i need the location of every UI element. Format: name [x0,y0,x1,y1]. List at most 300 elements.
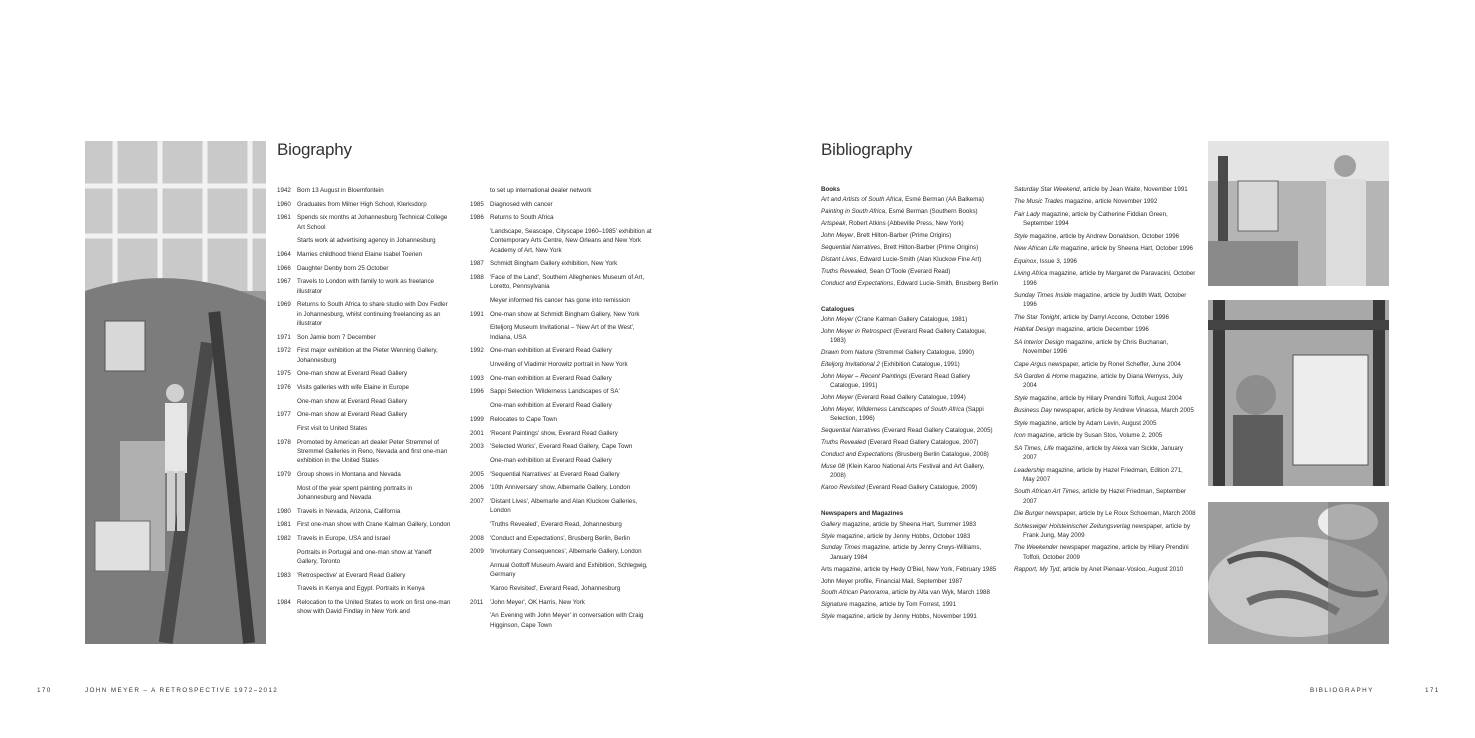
bibliography-entry [1014,466,1196,485]
biography-entry [277,300,452,328]
bibliography-entry [1014,522,1196,541]
biography-text: Travels in Nevada, Arizona, California [297,507,401,515]
biography-text: Starts work at advertising agency in Johannesburg [297,237,436,245]
biography-year: 1966 [277,264,291,272]
bibliography-entry [1014,269,1196,288]
bibliography-entry-title: Equinox [1014,257,1037,265]
biography-entry [277,250,452,259]
bibliography-entry-title: Schleswiger Holsteinischer Zeitungsverlag [1014,522,1131,530]
biography-entry [277,383,452,392]
bibliography-entry [1014,543,1196,562]
biography-text: 'Truths Revealed', Everard Read, Johannesburg [490,520,622,528]
bibliography-entry-detail: magazine, article by Andrew Donaldson, October 1996 [1027,232,1180,240]
bibliography-entry [1014,431,1196,440]
biography-year: 1999 [470,415,484,423]
page-number-left: 170 [37,687,52,694]
biography-text: Spends six months at Johannesburg Technical College Art School [297,214,448,231]
bibliography-entry-detail: magazine, article by Jenny Crwys-Williams, January 1984 [830,544,982,561]
bibliography-entry-detail: (Everard Read Gallery Catalogue, 2009) [864,484,978,492]
bibliography-entry-detail: (Exhibition Catalogue, 1991) [879,361,960,369]
artist-painting-photo [1208,300,1389,486]
bibliography-entry-title: The Weekender [1014,544,1058,552]
bibliography-entry-detail: magazine, article by Diana Wemyss, July 2004 [1023,373,1183,390]
biography-entry [470,534,655,543]
biography-text: Group shows in Montana and Nevada [297,471,401,479]
bibliography-entry-detail: magazine, article by Catherine Fiddian Green, September 1994 [1023,210,1168,228]
biography-year [277,548,297,567]
biography-entry [277,346,452,365]
biography-year: 1969 [277,301,291,309]
biography-text: 'Retrospective' at Everard Read Gallery [297,571,406,579]
biography-entry [470,310,655,319]
bibliography-entry-title: Muse 08 [821,462,845,470]
bibliography-entry-detail: , article by Anet Pienaar-Vosloo, August 2010 [1059,566,1184,574]
biography-year: 2006 [470,484,484,492]
biography-text: Graduates from Milner High School, Klerksdorp [297,200,427,208]
biography-entry [470,200,655,209]
biography-entry [277,571,452,580]
bibliography-group-heading: Books [821,186,840,193]
biography-text: '10th Anniversary' show, Albemarle Gallery, London [490,484,631,492]
bibliography-entry-title: Truths Revealed [821,267,866,275]
biography-text: Sappi Selection 'Wilderness Landscapes of SA' [490,388,620,396]
bibliography-group [821,509,1001,621]
biography-year [277,397,297,406]
biography-text: One-man show at Everard Read Gallery [297,411,408,419]
bibliography-entry-detail: John Meyer profile, Financial Mail, September 1987 [821,577,963,585]
biography-entry [277,369,452,378]
bibliography-entry-detail: (Everard Read Gallery Catalogue, 1983) [830,328,987,345]
bibliography-entry [821,543,1001,562]
bibliography-entry-detail: (Sappi Selection, 1996) [830,406,984,423]
biography-entry [470,442,655,451]
bibliography-entry-title: Style [1014,232,1028,240]
bibliography-entry [821,327,1001,346]
biography-year: 1996 [470,388,484,396]
biography-text: First major exhibition at the Pieter Wenning Gallery, Johannesburg [297,347,438,364]
bibliography-entry-detail: magazine, article November 1992 [1063,198,1158,206]
bibliography-entry-detail: , article by Darryl Accone, October 1996 [1059,313,1169,321]
biography-text: One-man show at Schmidt Bingham Gallery, New York [490,310,640,318]
bibliography-entry-title: South African Art Times [1014,488,1079,496]
biography-text: 'Conduct and Expectations', Brusberg Berlin, Berlin [490,534,630,542]
biography-entry [470,401,655,410]
bibliography-entry [1014,338,1196,357]
biography-year: 1981 [277,521,291,529]
biography-year: 1972 [277,347,291,355]
bibliography-entry [821,405,1001,424]
biography-year: 1984 [277,599,291,607]
biography-text: to set up international dealer network [490,187,592,194]
biography-year: 2005 [470,470,484,478]
bibliography-entry-title: Conduct and Expectations [821,279,894,287]
biography-year [277,424,297,433]
biography-entry [277,424,452,433]
biography-text: Schmidt Bingham Gallery exhibition, New York [490,260,618,268]
bibliography-title: Bibliography [821,140,913,159]
bibliography-entry-title: John Meyer in Retrospect [821,328,892,336]
bibliography-entry [1014,487,1196,506]
bibliography-entry-title: Style [821,532,835,540]
bibliography-entry-title: Eiteljorg Invitational 2 [821,361,880,369]
biography-text: Marries childhood friend Elaine Isabel Toerien [297,251,423,259]
bibliography-entry-detail: magazine, article by Adam Levin, August 2005 [1027,419,1157,427]
biography-text: 'Karoo Revisited', Everard Read, Johannesburg [490,584,621,592]
biography-title: Biography [277,140,352,159]
bibliography-group-heading: Catalogues [821,305,855,313]
biography-text: One-man show at Everard Read Gallery [297,370,408,378]
bibliography-entry [821,279,1001,288]
biography-text: 'Landscape, Seascape, Cityscape 1960–1985' exhibition at Contemporary Arts Centre, New Orleans and New York Academy of Art, New York [490,228,652,254]
bibliography-entry-detail: magazine, article by Jenny Hobbs, October 1983 [834,532,971,540]
bibliography-entry-title: Art and Artists of South Africa [821,196,902,204]
bibliography-entry [1014,419,1196,428]
biography-entry [277,333,452,342]
biography-entry [277,277,452,296]
biography-column-1 [277,186,452,621]
biography-year: 1991 [470,310,484,318]
biography-entry [277,534,452,543]
biography-entry [277,470,452,479]
bibliography-entry-detail: newspaper, article by Frank Jung, May 2009 [1023,522,1191,539]
biography-text: Returns to South Africa [490,214,554,222]
biography-text: 'An Evening with John Meyer' in conversation with Craig Higginson, Cape Town [490,612,644,629]
biography-entry [470,415,655,424]
bibliography-entry-title: John Meyer [821,394,854,402]
bibliography-entry [821,438,1001,447]
bibliography-group [821,185,1001,288]
biography-entry [470,520,655,529]
biography-year: 1964 [277,251,291,259]
bibliography-entry-title: SA Garden & Home [1014,373,1069,380]
bibliography-entry-detail: magazine, article by Sheena Hart, Summer 1983 [840,520,977,528]
bibliography-entry-title: Artspeak [821,220,846,228]
biography-text: 'Distant Lives', Albemarle and Alan Kluckow Galleries, London [490,497,638,515]
biography-year: 1993 [470,374,484,382]
biography-entry [470,227,655,255]
biography-year: 1987 [470,260,484,268]
bibliography-entry-detail: , Issue 3, 1996 [1036,257,1077,265]
bibliography-entry-detail: , Brett Hilton-Barber (Prime Origins) [880,243,979,251]
biography-entry [277,548,452,567]
bibliography-entry-detail: newspaper, article by Le Roux Schoeman, March 2008 [1043,510,1196,518]
biography-year [470,611,490,630]
artist-portrait-photo [1208,141,1389,286]
biography-year [470,401,490,410]
biography-text: First one-man show with Crane Kalman Gallery, London [297,521,451,529]
running-head-right: BIBLIOGRAPHY [1310,687,1374,694]
biography-entry [470,213,655,222]
biography-text: 'Recent Paintings' show, Everard Read Gallery [490,429,618,437]
bibliography-entry-title: The Music Trades [1014,198,1064,206]
biography-year: 1961 [277,214,291,222]
biography-entry [470,561,655,580]
biography-entry [277,213,452,232]
biography-text: Meyer informed his cancer has gone into remission [490,297,630,305]
biography-entry [277,438,452,466]
biography-year [470,296,490,305]
biography-text: One-man exhibition at Everard Read Gallery [490,402,612,410]
bibliography-entry [1014,291,1196,310]
biography-year: 2003 [470,443,484,451]
bibliography-entry-title: Habitat Design [1014,326,1055,334]
biography-year [470,360,490,369]
bibliography-entry [1014,444,1196,463]
bibliography-entry-detail: (Stremmel Gallery Catalogue, 1990) [873,349,975,357]
bibliography-entry-title: John Meyer – Recent Paintings [821,372,907,380]
biography-year: 1983 [277,571,291,579]
bibliography-entry-detail: magazine, article by Hazel Friedman, Edition 271, May 2007 [1023,466,1183,483]
biography-entry [470,547,655,556]
bibliography-entry-detail: magazine, article by Susan Stos, Volume 2, 2005 [1025,432,1163,440]
biography-year: 1988 [470,274,484,282]
biography-year: 1985 [470,200,484,208]
biography-entry [470,456,655,465]
bibliography-entry-title: John Meyer [821,231,854,239]
bibliography-entry [821,360,1001,369]
bibliography-entry [821,532,1001,541]
bibliography-entry [821,207,1001,216]
biography-year: 1976 [277,384,291,392]
bibliography-entry-title: Style [821,613,835,621]
bibliography-entry-detail: , Edward Lucie-Smith (Alan Kluckow Fine Art) [856,255,982,263]
bibliography-entry-title: New African Life [1014,245,1059,253]
biography-year [470,227,490,255]
biography-entry [277,264,452,273]
biography-text: 'Involuntary Consequences', Albemarle Gallery, London [490,548,642,556]
biography-year: 1986 [470,214,484,222]
bibliography-entry [821,565,1001,574]
biography-text: First visit to United States [297,425,368,433]
biography-year [470,584,490,593]
bibliography-entry-title: Truths Revealed [821,439,866,447]
bibliography-entry-detail: magazine, article by Margaret de Paravacini, October 1996 [1023,270,1196,287]
biography-column-2 [470,186,655,634]
biography-year: 2001 [470,429,484,437]
bibliography-entry [821,255,1001,264]
bibliography-entry [821,231,1001,240]
bibliography-entry-title: The Star Tonight [1014,313,1060,321]
biography-text: Visits galleries with wife Elaine in Europe [297,384,410,392]
bibliography-entry [1014,257,1196,266]
bibliography-entry [1014,372,1196,391]
bibliography-entry [821,577,1001,586]
bibliography-entry-title: SA Interior Design [1014,338,1064,346]
bibliography-entry-detail: , Robert Atkins (Abbeville Press, New York) [845,220,964,228]
bibliography-entry-title: Conduct and Expectations [821,451,894,459]
biography-year: 1967 [277,278,291,286]
biography-year [470,520,490,529]
biography-text: Travels in Europe, USA and Israel [297,535,390,543]
bibliography-entry-title: Leadership [1014,466,1045,474]
bibliography-entry-detail: magazine, article December 1996 [1054,326,1149,334]
biography-year: 1980 [277,507,291,515]
bibliography-entry-title: Painting in South Africa [821,208,886,216]
bibliography-entry [821,219,1001,228]
biography-entry [470,598,655,607]
bibliography-entry-title: Cape Argus [1014,360,1047,368]
biography-year [277,236,297,245]
biography-year: 1982 [277,535,291,543]
biography-entry [277,410,452,419]
bibliography-entry-title: Gallery [821,520,841,528]
bibliography-entry-detail: , article by Alta van Wyk, March 1988 [888,589,990,597]
biography-year [277,584,297,593]
biography-entry [277,584,452,593]
bibliography-entry-title: Sunday Times [821,544,861,552]
biography-year: 1978 [277,438,291,446]
bibliography-entry [1014,185,1196,194]
biography-text: Travels in Kenya and Egypt. Portraits in Kenya [297,585,425,593]
bibliography-entry-detail: (Crane Kalman Gallery Catalogue, 1981) [853,316,968,324]
biography-entry [277,520,452,529]
biography-text: Daughter Denby born 25 October [297,264,389,272]
bibliography-entry-detail: magazine, article by Sheena Hart, October 1996 [1058,245,1193,253]
bibliography-entry-title: Saturday Star Weekend [1014,186,1080,193]
bibliography-entry-title: Style [1014,394,1028,402]
biography-year [277,484,297,503]
bibliography-entry-detail: , Brett Hilton-Barber (Prime Origins) [853,231,952,239]
biography-text: Portraits in Portugal and one-man show at Yaneff Gallery, Toronto [297,548,432,566]
biography-entry [470,186,655,195]
bibliography-entry [821,483,1001,492]
biography-entry [470,259,655,268]
biography-entry [470,429,655,438]
bibliography-entry [1014,197,1196,206]
biography-entry [277,200,452,209]
bibliography-entry-title: John Meyer, Wilderness Landscapes of South Africa [821,406,965,414]
bibliography-entry-title: Fair Lady [1014,210,1040,218]
biography-text: Relocates to Cape Town [490,415,557,423]
bibliography-entry [821,588,1001,597]
bibliography-column-2 [1014,185,1196,578]
bibliography-entry-detail: newspaper, article by Ronel Scheffer, June 2004 [1046,360,1181,368]
biography-year: 2008 [470,534,484,542]
bibliography-entry-detail: magazine, article by Tom Forrest, 1991 [847,601,957,609]
bibliography-entry-detail: , Esmé Berman (AA Balkema) [901,196,984,204]
bibliography-entry-title: Style [1014,419,1028,427]
bibliography-entry-detail: newspaper, article by Andrew Vinassa, March 2005 [1051,407,1194,415]
bibliography-entry [821,243,1001,252]
bibliography-entry-detail: , Esmé Berman (Southern Books) [885,208,978,216]
biography-entry [470,387,655,396]
biography-text: Born 13 August in Bloemfontein [297,187,384,194]
biography-entry [470,323,655,342]
bibliography-entry-title: South African Panorama [821,589,889,597]
bibliography-entry-title: Drawn from Nature [821,349,874,357]
bibliography-entry [821,348,1001,357]
bibliography-entry-title: Die Burger [1014,510,1044,518]
biography-entry [470,346,655,355]
biography-text: Unveiling of Vladimir Horowitz portrait in New York [490,361,628,369]
bibliography-entry-detail: (Everard Read Gallery Catalogue, 1994) [853,394,966,402]
bibliography-entry-title: John Meyer [821,316,854,324]
biography-entry [277,186,452,195]
biography-entry [277,598,452,617]
biography-entry [277,236,452,245]
biography-text: One-man exhibition at Everard Read Gallery [490,347,612,355]
bibliography-entry-title: Rapport, My Tyd [1014,566,1060,574]
bibliography-column-1 [821,185,1001,639]
biography-text: 'Selected Works', Everard Read Gallery, Cape Town [490,443,633,451]
bibliography-entry [1014,232,1196,241]
page-number-right: 171 [1425,687,1440,694]
bibliography-entry-detail: magazine, article by Alexa van Sickle, January 2007 [1023,444,1183,462]
bibliography-entry [821,267,1001,276]
bibliography-entry-detail: magazine, article by Judith Watt, October 1996 [1023,291,1187,309]
biography-text: 'Face of the Land', Southern Alleghenies Museum of Art, Loretto, Pennsylvania [490,274,645,291]
bibliography-entry [1014,360,1196,369]
biography-text: 'John Meyer', OK Harris, New York [490,598,585,606]
biography-year: 1975 [277,370,291,378]
bibliography-entry-detail: , Edward Lucie-Smith, Brusberg Berlin [893,279,999,287]
biography-entry [470,497,655,516]
biography-year: 2009 [470,548,484,556]
bibliography-entry-detail: magazine, article by Chris Buchanan, November 1996 [1023,338,1169,356]
biography-text: 'Sequential Narratives' at Everard Read Gallery [490,470,620,478]
biography-text: One-man exhibition at Everard Read Gallery [490,456,612,464]
biography-text: Travels to London with family to work as freelance illustrator [297,278,434,295]
bibliography-entry [821,315,1001,324]
bibliography-entry [821,462,1001,481]
bibliography-group-heading: Newspapers and Magazines [821,510,904,518]
biography-text: Returns to South Africa to share studio with Dov Fedler in Johannesburg, whilst continuing freelancing as an illustrator [297,301,448,327]
bibliography-entry [821,426,1001,435]
bibliography-entry-title: Living Africa [1014,270,1048,278]
bibliography-entry-detail: (Everard Read Gallery Catalogue, 2007) [865,439,979,447]
biography-text: One-man exhibition at Everard Read Gallery [490,374,612,382]
bibliography-entry [1014,313,1196,322]
biography-entry [470,470,655,479]
bibliography-entry-title: Signature [821,601,848,609]
biography-year: 1960 [277,200,291,208]
bibliography-entry [1014,509,1196,518]
bibliography-group [821,305,1001,493]
bibliography-entry-detail: newspaper magazine, article by Hilary Prendini Toffoli, October 2009 [1023,544,1189,561]
biography-text: Relocation to the United States to work on first one-man show with David Findlay in New York and [297,599,451,616]
biography-text: Annual Gottoff Museum Award and Exhibition, Schlegwig, Germany [490,561,648,579]
biography-entry [470,360,655,369]
biography-year [470,561,490,580]
biography-entry [470,273,655,292]
biography-entry [277,507,452,516]
bibliography-entry-title: Sunday Times Inside [1014,291,1072,299]
bibliography-entry [821,393,1001,402]
biography-text: Eiteljorg Museum Invitational – 'New Art of the West', Indiana, USA [490,324,635,341]
biography-year [470,456,490,465]
biography-text: Diagnosed with cancer [490,200,553,208]
bibliography-entry-title: Sequential Narratives [821,427,881,435]
biography-text: Promoted by American art dealer Peter Stremmel of Stremmel Galleries in Reno, Nevada and first one-man exhibition in the United States [297,438,448,465]
bibliography-entry [821,450,1001,459]
bibliography-entry [1014,210,1196,229]
biography-year [470,186,490,195]
bibliography-entry [1014,244,1196,253]
bibliography-entry-detail: (Everard Read Gallery Catalogue, 1991) [830,372,971,390]
bibliography-entry-detail: , article by Hazel Friedman, September 2007 [1023,488,1187,505]
bibliography-entry [1014,394,1196,403]
palette-hands-photo [1208,502,1389,644]
bibliography-entry [821,600,1001,609]
bibliography-entry-title: Icon [1014,432,1026,440]
biography-entry [470,611,655,630]
bibliography-entry-title: SA Times, Life [1014,444,1054,452]
running-head-left: JOHN MEYER – A RETROSPECTIVE 1972–2012 [85,687,279,694]
bibliography-entry [1014,406,1196,415]
biography-text: One-man show at Everard Read Gallery [297,397,408,405]
biography-year: 1992 [470,347,484,355]
biography-year: 1942 [277,187,291,194]
